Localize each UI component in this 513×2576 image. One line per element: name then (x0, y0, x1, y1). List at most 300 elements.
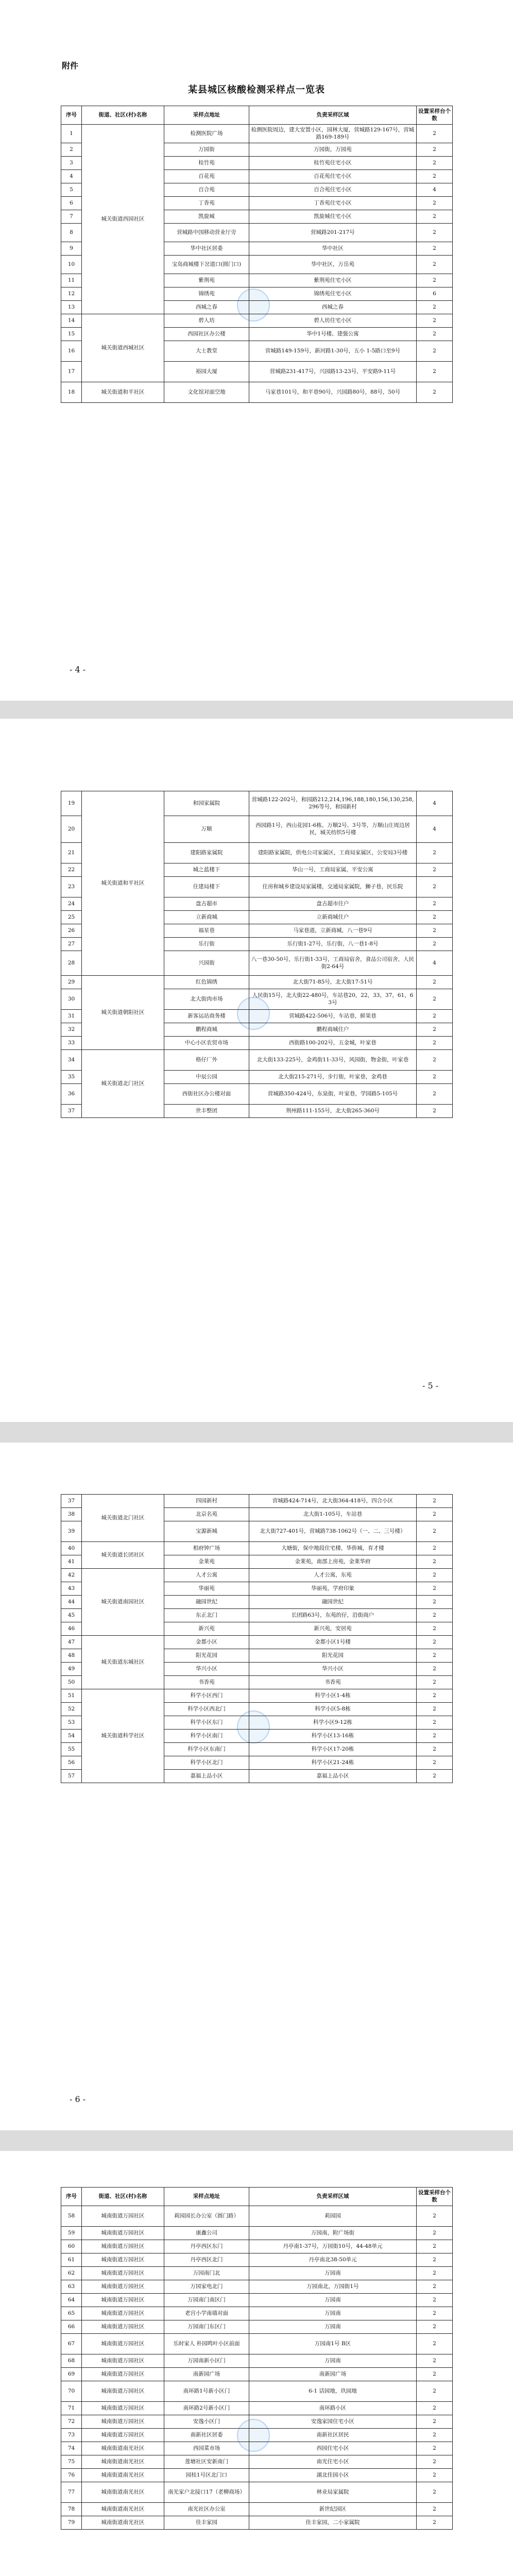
community-cell: 城关街道西城社区 (82, 314, 164, 382)
count-cell: 2 (417, 125, 453, 143)
address-cell: 华中社区居委 (164, 242, 249, 256)
area-cell: 华丽苑，学府印象 (249, 1582, 417, 1596)
area-cell: 科学小区17-20栋 (249, 1743, 417, 1756)
count-cell: 2 (417, 2280, 453, 2294)
serial-cell: 64 (61, 2294, 82, 2307)
serial-cell: 23 (61, 877, 82, 897)
header-cell: 序号 (61, 106, 82, 125)
area-cell: 北大街1-105号，车站巷 (249, 1508, 417, 1521)
area-cell: 北大街71-85号，北大街17-51号 (249, 976, 417, 989)
area-cell: 南新园广场 (249, 2368, 417, 2381)
count-cell: 2 (417, 1649, 453, 1663)
address-cell: 建阳路家属院 (164, 843, 249, 863)
area-cell: 桂竹苑住宅小区 (249, 157, 417, 170)
address-cell: 西园社区办公楼 (164, 328, 249, 341)
count-cell: 2 (417, 2429, 453, 2442)
table-row (61, 314, 453, 328)
address-cell: 鹏程商城 (164, 1023, 249, 1037)
address-cell: 住建局楼下 (164, 877, 249, 897)
count-cell: 2 (417, 170, 453, 183)
address-cell: 阳光花园 (164, 1649, 249, 1663)
table-row (61, 2267, 453, 2280)
count-cell: 2 (417, 1105, 453, 1118)
serial-cell: 16 (61, 341, 82, 362)
serial-cell: 9 (61, 242, 82, 256)
address-cell: 科学小区东南门 (164, 1743, 249, 1756)
address-cell: 盘古超市 (164, 897, 249, 911)
area-cell: 万园南 (249, 2320, 417, 2334)
serial-cell: 21 (61, 843, 82, 863)
address-cell: 融园世纪 (164, 1596, 249, 1609)
serial-cell: 19 (61, 791, 82, 816)
address-cell: 营城路中国移动营业厅旁 (164, 224, 249, 242)
count-cell: 2 (417, 341, 453, 362)
serial-cell: 76 (61, 2469, 82, 2482)
serial-cell: 38 (61, 1508, 82, 1521)
serial-cell: 35 (61, 1071, 82, 1084)
address-cell: 裕园大厦 (164, 362, 249, 382)
address-cell: 兴园街 (164, 951, 249, 976)
serial-cell: 74 (61, 2442, 82, 2455)
address-cell: 福星巷 (164, 924, 249, 938)
table-row (61, 382, 453, 403)
area-cell: 华中1号楼、建强公寓 (249, 328, 417, 341)
serial-cell: 63 (61, 2280, 82, 2294)
document-title: 某县城区核酸检测采样点一览表 (188, 84, 325, 95)
area-cell: 西园住宅小区 (249, 2442, 417, 2455)
community-cell: 城南街道南光社区 (82, 2516, 164, 2530)
count-cell: 2 (417, 210, 453, 224)
area-cell: 建阳路家属院，供电公司家属区，工商局家属区，公安局3号楼 (249, 843, 417, 863)
address-cell: 城之蓝楼下 (164, 863, 249, 877)
area-cell: 人民街15号，北大街22-480号，车站巷20，22，33，37，61，63号 (249, 989, 417, 1010)
count-cell: 2 (417, 1023, 453, 1037)
header-cell: 序号 (61, 2188, 82, 2206)
serial-cell: 44 (61, 1596, 82, 1609)
serial-cell: 8 (61, 224, 82, 242)
community-cell: 城关街道东城社区 (82, 1636, 164, 1689)
count-cell: 2 (417, 224, 453, 242)
serial-cell: 60 (61, 2240, 82, 2253)
community-cell: 城南街道万园社区 (82, 2320, 164, 2334)
serial-cell: 67 (61, 2334, 82, 2354)
page-number: - 4 - (70, 665, 86, 674)
count-cell: 2 (417, 976, 453, 989)
address-cell: 宝岛商城楼下岔道口(圆门口) (164, 256, 249, 274)
area-cell: 荆州路111-155号，北大街265-360号 (249, 1105, 417, 1118)
address-cell: 万园南门北 (164, 2267, 249, 2280)
count-cell: 2 (417, 1555, 453, 1569)
area-cell: 莉园园 (249, 2206, 417, 2227)
serial-cell: 36 (61, 1084, 82, 1105)
count-cell: 2 (417, 1743, 453, 1756)
area-cell: 紫荆苑住宅小区 (249, 274, 417, 287)
count-cell: 2 (417, 143, 453, 157)
address-cell: 万园南门东区门 (164, 2320, 249, 2334)
count-cell: 2 (417, 1689, 453, 1703)
address-cell: 万园街 (164, 143, 249, 157)
serial-cell: 13 (61, 301, 82, 314)
serial-cell: 7 (61, 210, 82, 224)
serial-cell: 10 (61, 256, 82, 274)
table-row (61, 1636, 453, 1649)
area-cell: 南环路小区 (249, 2402, 417, 2415)
address-cell: 丁香苑 (164, 197, 249, 210)
area-cell: 鹏程商城住户 (249, 1023, 417, 1037)
address-cell: 莉园园长办公室（圆门路） (164, 2206, 249, 2227)
address-cell: 金莱苑 (164, 1555, 249, 1569)
address-cell: 红色锦绣 (164, 976, 249, 989)
count-cell: 2 (417, 2320, 453, 2334)
count-cell: 2 (417, 2455, 453, 2469)
table-row (61, 2469, 453, 2482)
count-cell: 2 (417, 1582, 453, 1596)
serial-cell: 55 (61, 1743, 82, 1756)
serial-cell: 32 (61, 1023, 82, 1037)
address-cell: 万园南门南区门 (164, 2294, 249, 2307)
address-cell: 乐时家人 朴园鸣叶小区前面 (164, 2334, 249, 2354)
area-cell: 丁香苑住宅小区 (249, 197, 417, 210)
area-cell: 北大街727-401号，营城路738-1062号（一、二、三号楼） (249, 1521, 417, 1542)
serial-cell: 52 (61, 1703, 82, 1716)
area-cell: 湖北佳园小区 (249, 2469, 417, 2482)
page-number: - 5 - (422, 1381, 439, 1391)
address-cell: 紫荆苑 (164, 274, 249, 287)
area-cell: 华中社区，万岳苑 (249, 256, 417, 274)
sampling-table (61, 2187, 453, 2530)
count-cell: 2 (417, 1596, 453, 1609)
serial-cell: 1 (61, 125, 82, 143)
address-cell: 南环路1号新小区门 (164, 2381, 249, 2402)
address-cell: 检测医院广场 (164, 125, 249, 143)
count-cell: 2 (417, 328, 453, 341)
table-row (61, 1050, 453, 1071)
area-cell: 科学小区1-4栋 (249, 1689, 417, 1703)
header-cell: 街道、社区(村)名称 (82, 106, 164, 125)
table-row (61, 2429, 453, 2442)
sampling-table (61, 1494, 453, 1783)
area-cell: 长团路63号，东苑的仔，沿街商户 (249, 1609, 417, 1622)
table-row (61, 2307, 453, 2320)
address-cell: 东正北门 (164, 1609, 249, 1622)
community-cell: 城南街道万园社区 (82, 2253, 164, 2267)
count-cell: 2 (417, 1609, 453, 1622)
area-cell: 营城路422-506号，车站巷，鲜果巷 (249, 1010, 417, 1023)
header-cell: 设置采样台个数 (417, 2188, 453, 2206)
address-cell: 南光家户北接口17（老柳商场） (164, 2482, 249, 2503)
header-cell: 街道、社区(村)名称 (82, 2188, 164, 2206)
address-cell: 新客运站商务楼 (164, 1010, 249, 1023)
header-cell: 采样点地址 (164, 2188, 249, 2206)
table-row (61, 2354, 453, 2368)
count-cell: 4 (417, 816, 453, 843)
table-row (61, 2206, 453, 2227)
address-cell: 凯旋城 (164, 210, 249, 224)
community-cell: 城关街道北门社区 (82, 1050, 164, 1118)
area-cell: 锦绣苑住宅小区 (249, 287, 417, 301)
serial-cell: 37 (61, 1495, 82, 1508)
area-cell: 丹亭南北38-50单元 (249, 2253, 417, 2267)
address-cell: 立新商城 (164, 911, 249, 924)
address-cell: 金都小区 (164, 1636, 249, 1649)
address-cell: 万园南新小区门 (164, 2354, 249, 2368)
address-cell: 华丽苑 (164, 1582, 249, 1596)
count-cell: 2 (417, 938, 453, 951)
community-cell: 城南街道万园社区 (82, 2381, 164, 2402)
area-cell: 盘古超市住户 (249, 897, 417, 911)
count-cell: 2 (417, 2516, 453, 2530)
count-cell: 2 (417, 924, 453, 938)
area-cell: 万园南 (249, 2267, 417, 2280)
address-cell: 万园家电北门 (164, 2280, 249, 2294)
serial-cell: 5 (61, 183, 82, 197)
serial-cell: 40 (61, 1542, 82, 1555)
count-cell: 2 (417, 1508, 453, 1521)
sampling-table (61, 106, 453, 403)
address-cell: 北大街肉市场 (164, 989, 249, 1010)
count-cell: 2 (417, 2368, 453, 2381)
serial-cell: 14 (61, 314, 82, 328)
address-cell: 人才公寓 (164, 1569, 249, 1582)
serial-cell: 53 (61, 1716, 82, 1730)
area-cell: 北大街133-225号，金鸡街11-33号，风园街，物金街，叶家巷 (249, 1050, 417, 1071)
count-cell: 2 (417, 911, 453, 924)
area-cell: 营城路149-159号，新河路1-30号，五小 1-5路口至9号 (249, 341, 417, 362)
community-cell: 城南街道万园社区 (82, 2240, 164, 2253)
count-cell: 2 (417, 863, 453, 877)
header-cell: 负责采样区域 (249, 2188, 417, 2206)
area-cell: 万园南1号 B区 (249, 2334, 417, 2354)
address-cell: 锦绣苑 (164, 287, 249, 301)
serial-cell: 28 (61, 951, 82, 976)
address-cell: 百合苑 (164, 183, 249, 197)
serial-cell: 46 (61, 1622, 82, 1636)
address-cell: 北京名苑 (164, 1508, 249, 1521)
area-cell: 马家巷101号，和平巷90号，兴园路80号，88号，50号 (249, 382, 417, 403)
table-row (61, 1689, 453, 1703)
area-cell: 万园南 (249, 2294, 417, 2307)
area-cell: 万园南，附广场街 (249, 2227, 417, 2240)
address-cell: 乐行街 (164, 938, 249, 951)
serial-cell: 65 (61, 2307, 82, 2320)
community-cell: 城关街道北门社区 (82, 1495, 164, 1542)
serial-cell: 61 (61, 2253, 82, 2267)
serial-cell: 18 (61, 382, 82, 403)
count-cell: 2 (417, 2503, 453, 2516)
count-cell: 2 (417, 2469, 453, 2482)
area-cell: 6-1 话园地，玖园地 (249, 2381, 417, 2402)
area-cell: 华山一号，工商局家属，平安公寓 (249, 863, 417, 877)
count-cell: 2 (417, 2381, 453, 2402)
address-cell: 莲塘社区安新南门 (164, 2455, 249, 2469)
community-cell: 城南街道万园社区 (82, 2307, 164, 2320)
address-cell: 科学小区西北门 (164, 1703, 249, 1716)
community-cell: 城关街道长团社区 (82, 1542, 164, 1569)
area-cell: 马家巷道，立新商城，八一巷9号 (249, 924, 417, 938)
area-cell: 营城路424-714号，北大街364-418号，四合小区 (249, 1495, 417, 1508)
count-cell: 2 (417, 2334, 453, 2354)
community-cell: 城南街道万园社区 (82, 2227, 164, 2240)
serial-cell: 33 (61, 1037, 82, 1050)
community-cell: 城南街道万园社区 (82, 2429, 164, 2442)
count-cell: 2 (417, 2206, 453, 2227)
area-cell: 住房和城乡建设局家属楼，交通局家属院，狮子巷，民乐院 (249, 877, 417, 897)
area-cell: 林业局家属院 (249, 2482, 417, 2503)
count-cell: 2 (417, 2227, 453, 2240)
area-cell: 大塘街，保中地段住宅楼，华侨城，育才楼 (249, 1542, 417, 1555)
serial-cell: 11 (61, 274, 82, 287)
community-cell: 城南街道南光社区 (82, 2482, 164, 2503)
community-cell: 城关街道和平社区 (82, 791, 164, 976)
address-cell: 科学小区东门 (164, 1716, 249, 1730)
serial-cell: 54 (61, 1730, 82, 1743)
document-page-1 (0, 0, 513, 701)
serial-cell: 30 (61, 989, 82, 1010)
area-cell: 佳丰家园，二小家属院 (249, 2516, 417, 2530)
count-cell: 2 (417, 1495, 453, 1508)
community-cell: 城关街道朝阳社区 (82, 976, 164, 1050)
count-cell: 2 (417, 1676, 453, 1689)
address-cell: 大士教堂 (164, 341, 249, 362)
count-cell: 2 (417, 897, 453, 911)
serial-cell: 37 (61, 1105, 82, 1118)
address-cell: 西街社区办公楼对面 (164, 1084, 249, 1105)
area-cell: 华兴小区 (249, 1663, 417, 1676)
address-cell: 佳丰家园 (164, 2516, 249, 2530)
serial-cell: 58 (61, 2206, 82, 2227)
address-cell: 丹亭西区北门 (164, 2253, 249, 2267)
serial-cell: 3 (61, 157, 82, 170)
serial-cell: 59 (61, 2227, 82, 2240)
serial-cell: 26 (61, 924, 82, 938)
count-cell: 2 (417, 2415, 453, 2429)
area-cell: 百花苑住宅小区 (249, 170, 417, 183)
serial-cell: 66 (61, 2320, 82, 2334)
table-row (61, 976, 453, 989)
address-cell: 宝源新城 (164, 1521, 249, 1542)
serial-cell: 4 (61, 170, 82, 183)
area-cell: 立新商城住户 (249, 911, 417, 924)
serial-cell: 50 (61, 1676, 82, 1689)
serial-cell: 49 (61, 1663, 82, 1676)
area-cell: 营城路231-417号，兴园路13-23号，平安路9-11号 (249, 362, 417, 382)
count-cell: 2 (417, 382, 453, 403)
serial-cell: 25 (61, 911, 82, 924)
table-row (61, 2280, 453, 2294)
serial-cell: 12 (61, 287, 82, 301)
area-cell: 金莱苑，南部上房苑，金莱华府 (249, 1555, 417, 1569)
table-row (61, 2227, 453, 2240)
serial-cell: 31 (61, 1010, 82, 1023)
address-cell: 格仔厂外 (164, 1050, 249, 1071)
document-page-2 (0, 719, 513, 1422)
community-cell: 城南街道万园社区 (82, 2280, 164, 2294)
area-cell: 科学小区21-24栋 (249, 1756, 417, 1770)
header-cell: 采样点地址 (164, 106, 249, 125)
count-cell: 2 (417, 1703, 453, 1716)
area-cell: 西园路1号，西山花园1-6栋，万顺2号、3号等，万顺山庄周边居民，城关纺织5号楼 (249, 816, 417, 843)
area-cell: 检测医院周边，建大安置小区，园林大厦，营城路129-167号，营城路169-189号 (249, 125, 417, 143)
table-row (61, 2253, 453, 2267)
count-cell: 2 (417, 2482, 453, 2503)
area-cell: 阳光花园 (249, 1649, 417, 1663)
count-cell: 2 (417, 362, 453, 382)
table-row (61, 1542, 453, 1555)
table-row (61, 2415, 453, 2429)
count-cell: 6 (417, 287, 453, 301)
serial-cell: 77 (61, 2482, 82, 2503)
serial-cell: 2 (61, 143, 82, 157)
serial-cell: 73 (61, 2429, 82, 2442)
address-cell: 碧人坊 (164, 314, 249, 328)
serial-cell: 47 (61, 1636, 82, 1649)
address-cell: 康鑫公司 (164, 2227, 249, 2240)
address-cell: 南环路2号新小区门 (164, 2402, 249, 2415)
count-cell: 2 (417, 1730, 453, 1743)
community-cell: 城南街道南光社区 (82, 2469, 164, 2482)
community-cell: 城南街道南光社区 (82, 2503, 164, 2516)
count-cell: 4 (417, 791, 453, 816)
count-cell: 2 (417, 1542, 453, 1555)
table-row (61, 2482, 453, 2503)
count-cell: 2 (417, 274, 453, 287)
serial-cell: 69 (61, 2368, 82, 2381)
table-row (61, 2334, 453, 2354)
area-cell: 万园南 (249, 2354, 417, 2368)
community-cell: 城关街道科学社区 (82, 1689, 164, 1783)
address-cell: 丹亭西区东门 (164, 2240, 249, 2253)
address-cell: 文化馆对面空地 (164, 382, 249, 403)
serial-cell: 34 (61, 1050, 82, 1071)
address-cell: 南新社区居委 (164, 2429, 249, 2442)
count-cell: 2 (417, 1716, 453, 1730)
serial-cell: 57 (61, 1770, 82, 1783)
count-cell: 2 (417, 2240, 453, 2253)
community-cell: 城关街道西园社区 (82, 125, 164, 314)
count-cell: 2 (417, 197, 453, 210)
count-cell: 2 (417, 2402, 453, 2415)
area-cell: 万园南 (249, 2307, 417, 2320)
table-row (61, 2455, 453, 2469)
table-row (61, 2402, 453, 2415)
count-cell: 2 (417, 877, 453, 897)
community-cell: 城南街道万园社区 (82, 2294, 164, 2307)
address-cell: 书香苑 (164, 1676, 249, 1689)
count-cell: 2 (417, 843, 453, 863)
address-cell: 科学小区南门 (164, 1730, 249, 1743)
area-cell: 新兴苑，安居苑 (249, 1622, 417, 1636)
serial-cell: 48 (61, 1649, 82, 1663)
serial-cell: 41 (61, 1555, 82, 1569)
table-row (61, 1495, 453, 1508)
header-cell: 负责采样区域 (249, 106, 417, 125)
count-cell: 2 (417, 1622, 453, 1636)
table-row (61, 125, 453, 143)
table-row (61, 2368, 453, 2381)
area-cell: 南光住宅小区 (249, 2455, 417, 2469)
community-cell: 城南街道万园社区 (82, 2334, 164, 2354)
serial-cell: 43 (61, 1582, 82, 1596)
count-cell: 2 (417, 1050, 453, 1071)
serial-cell: 22 (61, 863, 82, 877)
address-cell: 园桂1号区北门口 (164, 2469, 249, 2482)
address-cell: 嘉福上品小区 (164, 1770, 249, 1783)
count-cell: 2 (417, 1521, 453, 1542)
count-cell: 2 (417, 2442, 453, 2455)
document-page-3 (0, 1443, 513, 2130)
address-cell: 四园新村 (164, 1495, 249, 1508)
serial-cell: 75 (61, 2455, 82, 2469)
